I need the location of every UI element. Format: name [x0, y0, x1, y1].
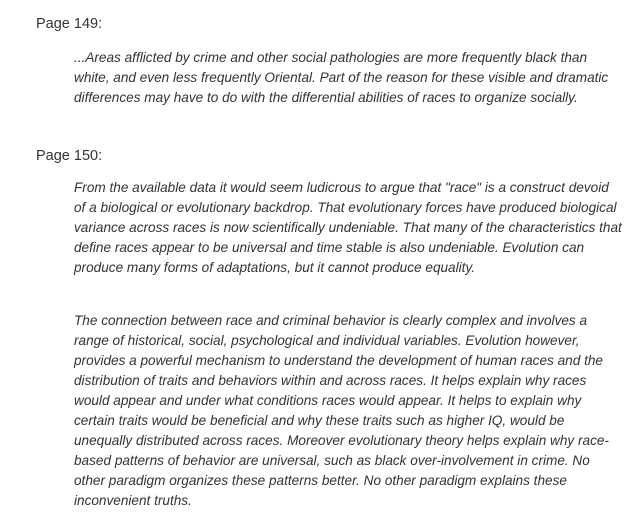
page-150-heading: Page 150: [36, 148, 103, 164]
page-149-heading: Page 149: [36, 16, 103, 32]
page-149-quote-paragraph: ...Areas afflicted by crime and other social pathologies are more frequently black than white, and even less frequently Oriental. Part of the reason for these visible and dramatic differences may have to do with the differential abilities of races to organize socially. [74, 50, 609, 105]
page-150-quote-paragraph-1: From the available data it would seem ludicrous to argue that "race" is a construct devoid of a biological or evolutionary backdrop. That evolutionary forces have produced biological variance across races is now scientifically undeniable. That many of the characteristics that define races appear to be universal and time stable is also undeniable. Evolution can produce many forms of adaptations, but it cannot produce equality. [74, 180, 622, 275]
page-150-quote-paragraph-2: The connection between race and criminal behavior is clearly complex and involves a range of historical, social, psychological and individual variables. Evolution however, provides a powerful mechanism to understand the development of human races and the distribution of traits and behaviors within and across races. It helps explain why races would appear and under what conditions races would appear. It helps to explain why certain traits would be beneficial and why these traits such as higher IQ, would be unequally distributed across races. Moreover evolutionary theory helps explain why race-based patterns of behavior are universal, such as black over-involvement in crime. No other paradigm organizes these patterns better. No other paradigm explains these inconvenient truths. [74, 313, 609, 508]
